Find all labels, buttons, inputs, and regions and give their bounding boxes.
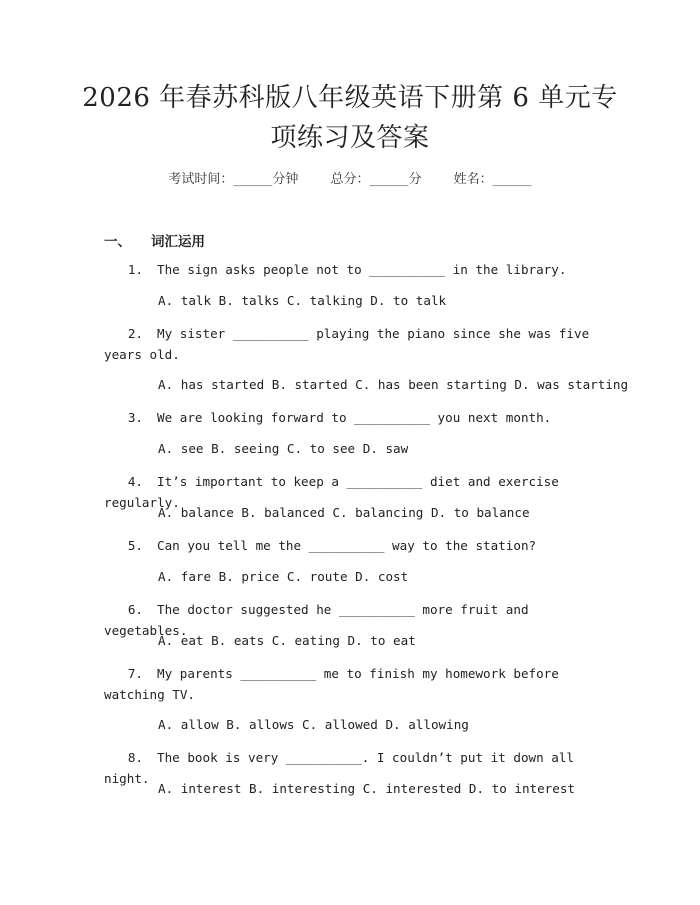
question-3-options: A. see B. seeing C. to see D. saw bbox=[158, 441, 409, 456]
question-5-options: A. fare B. price C. route D. cost bbox=[158, 569, 409, 584]
question-number: 1. bbox=[127, 262, 143, 277]
question-7 bbox=[104, 663, 604, 705]
exam-time: 考试时间：______分钟 bbox=[168, 172, 299, 187]
question-2-options: A. has started B. started C. has been starting D. was starting bbox=[158, 377, 629, 392]
question-3 bbox=[104, 407, 604, 428]
question-1 bbox=[104, 259, 604, 280]
question-number: 3. bbox=[127, 410, 143, 425]
question-7-options: A. allow B. allows C. allowed D. allowing bbox=[158, 717, 469, 732]
question-number: 2. bbox=[127, 326, 143, 341]
exam-score: 总分：______分 bbox=[330, 172, 422, 187]
document-title bbox=[60, 78, 640, 158]
question-6-options: A. eat B. eats C. eating D. to eat bbox=[158, 633, 416, 648]
question-number: 4. bbox=[127, 474, 143, 489]
section-number: 一、 bbox=[104, 234, 131, 250]
question-text: My parents __________ me to finish my homework before watching TV. bbox=[104, 666, 559, 702]
question-number: 8. bbox=[127, 750, 143, 765]
question-text: It’s important to keep a __________ diet and exercise regularly. bbox=[104, 474, 559, 510]
question-number: 6. bbox=[127, 602, 143, 617]
question-8-options: A. interest B. interesting C. interested D. to interest bbox=[158, 781, 576, 796]
section-heading bbox=[104, 230, 205, 250]
exam-name: 姓名：______ bbox=[453, 172, 532, 187]
question-text: My sister __________ playing the piano since she was five years old. bbox=[104, 326, 590, 362]
question-text: The doctor suggested he __________ more fruit and vegetables. bbox=[104, 602, 529, 638]
question-text: Can you tell me the __________ way to the station? bbox=[157, 538, 537, 553]
exam-meta bbox=[0, 168, 700, 187]
title-line-1: 2026 年春苏科版八年级英语下册第 6 单元专 bbox=[82, 83, 618, 113]
question-number: 5. bbox=[127, 538, 143, 553]
question-4-options: A. balance B. balanced C. balancing D. to balance bbox=[158, 505, 530, 520]
title-line-2: 项练习及答案 bbox=[270, 123, 430, 153]
question-text: The sign asks people not to __________ in the library. bbox=[157, 262, 567, 277]
question-2 bbox=[104, 323, 604, 365]
question-text: The book is very __________. I couldn’t put it down all night. bbox=[104, 750, 575, 786]
question-1-options: A. talk B. talks C. talking D. to talk bbox=[158, 293, 447, 308]
section-title: 词汇运用 bbox=[151, 234, 205, 250]
question-text: We are looking forward to __________ you next month. bbox=[157, 410, 552, 425]
question-number: 7. bbox=[127, 666, 143, 681]
question-5 bbox=[104, 535, 604, 556]
